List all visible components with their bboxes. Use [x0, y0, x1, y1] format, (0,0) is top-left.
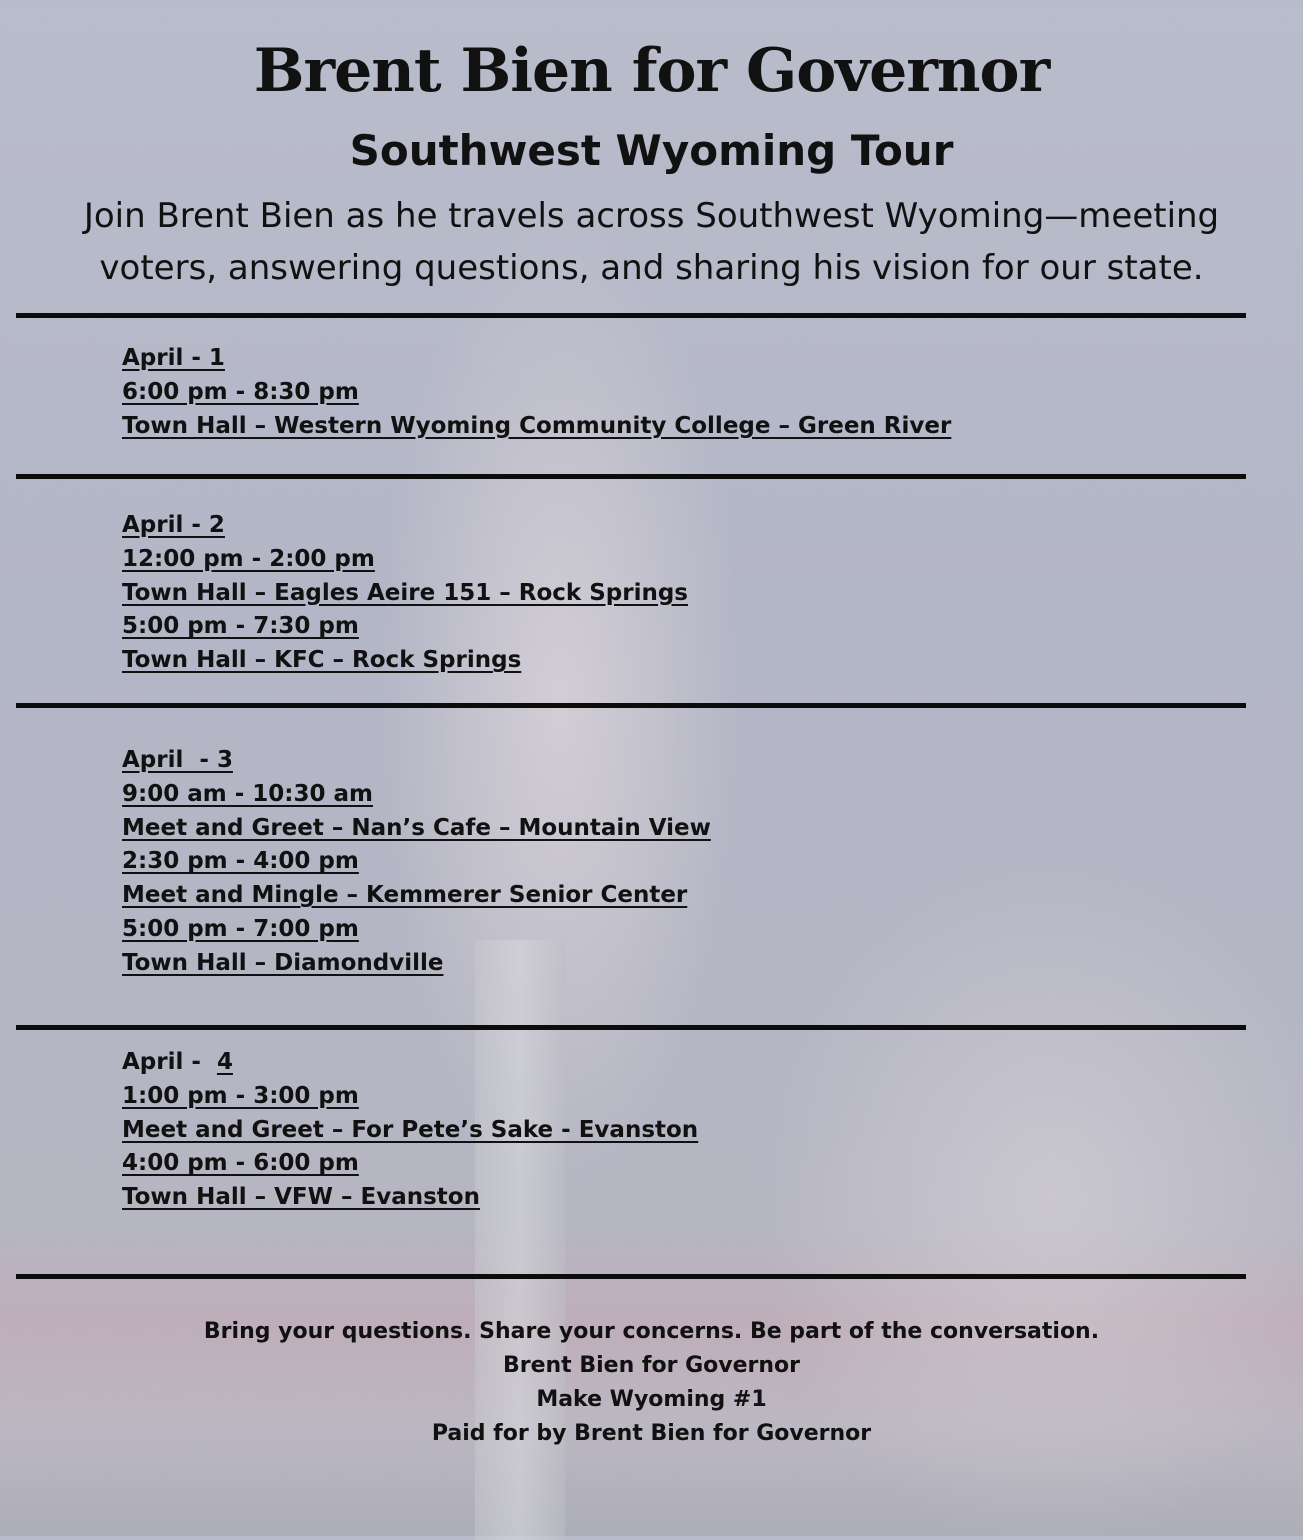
intro-text: [20, 190, 1283, 294]
event-location: Meet and Mingle – Kemmerer Senior Center: [122, 882, 688, 909]
intro-line: voters, answering questions, and sharing his vision for our state.: [99, 248, 1204, 288]
event-date: April - 1: [122, 345, 225, 371]
day-april-1: [122, 342, 951, 443]
event-location: Town Hall – KFC – Rock Springs: [122, 647, 522, 674]
intro-line: Join Brent Bien as he travels across Southwest Wyoming—meeting: [83, 196, 1220, 236]
event-time: 5:00 pm - 7:30 pm: [122, 613, 359, 640]
divider: [16, 703, 1246, 708]
footer-slogan: Make Wyoming #1: [536, 1387, 767, 1412]
footer-tagline: Bring your questions. Share your concerns. Be part of the conversation.: [203, 1319, 1100, 1344]
page-title: Brent Bien for Governor: [253, 36, 1050, 106]
event-date-number: 4: [216, 1049, 233, 1075]
event-date: [122, 1046, 698, 1080]
day-april-2: [122, 509, 688, 678]
event-time: 12:00 pm - 2:00 pm: [122, 545, 375, 572]
divider: [16, 1025, 1246, 1030]
page-subtitle: Southwest Wyoming Tour: [349, 126, 954, 175]
event-location: Town Hall – Diamondville: [122, 949, 444, 976]
event-date: April - 3: [122, 747, 233, 773]
event-time: 5:00 pm - 7:00 pm: [122, 915, 359, 942]
event-location: Meet and Greet – Nan’s Cafe – Mountain View: [122, 814, 711, 841]
event-location: Town Hall – Western Wyoming Community College – Green River: [122, 412, 952, 439]
divider: [16, 474, 1246, 479]
event-time: 6:00 pm - 8:30 pm: [122, 378, 359, 405]
event-location: Meet and Greet – For Pete’s Sake - Evanston: [122, 1116, 699, 1143]
event-date: April - 2: [122, 512, 225, 538]
divider: [16, 313, 1246, 318]
event-time: 2:30 pm - 4:00 pm: [122, 848, 359, 875]
event-date-prefix: April -: [122, 1049, 217, 1075]
footer-campaign: Brent Bien for Governor: [502, 1353, 801, 1378]
event-location: Town Hall – VFW – Evanston: [122, 1184, 480, 1211]
event-time: 9:00 am - 10:30 am: [122, 780, 373, 807]
footer-disclaimer: Paid for by Brent Bien for Governor: [431, 1421, 872, 1446]
divider: [16, 1274, 1246, 1279]
event-time: 1:00 pm - 3:00 pm: [122, 1082, 359, 1109]
day-april-4: [122, 1046, 698, 1215]
footer: [0, 1315, 1303, 1451]
event-time: 4:00 pm - 6:00 pm: [122, 1150, 359, 1177]
event-location: Town Hall – Eagles Aeire 151 – Rock Springs: [122, 579, 688, 606]
day-april-3: [122, 744, 711, 981]
